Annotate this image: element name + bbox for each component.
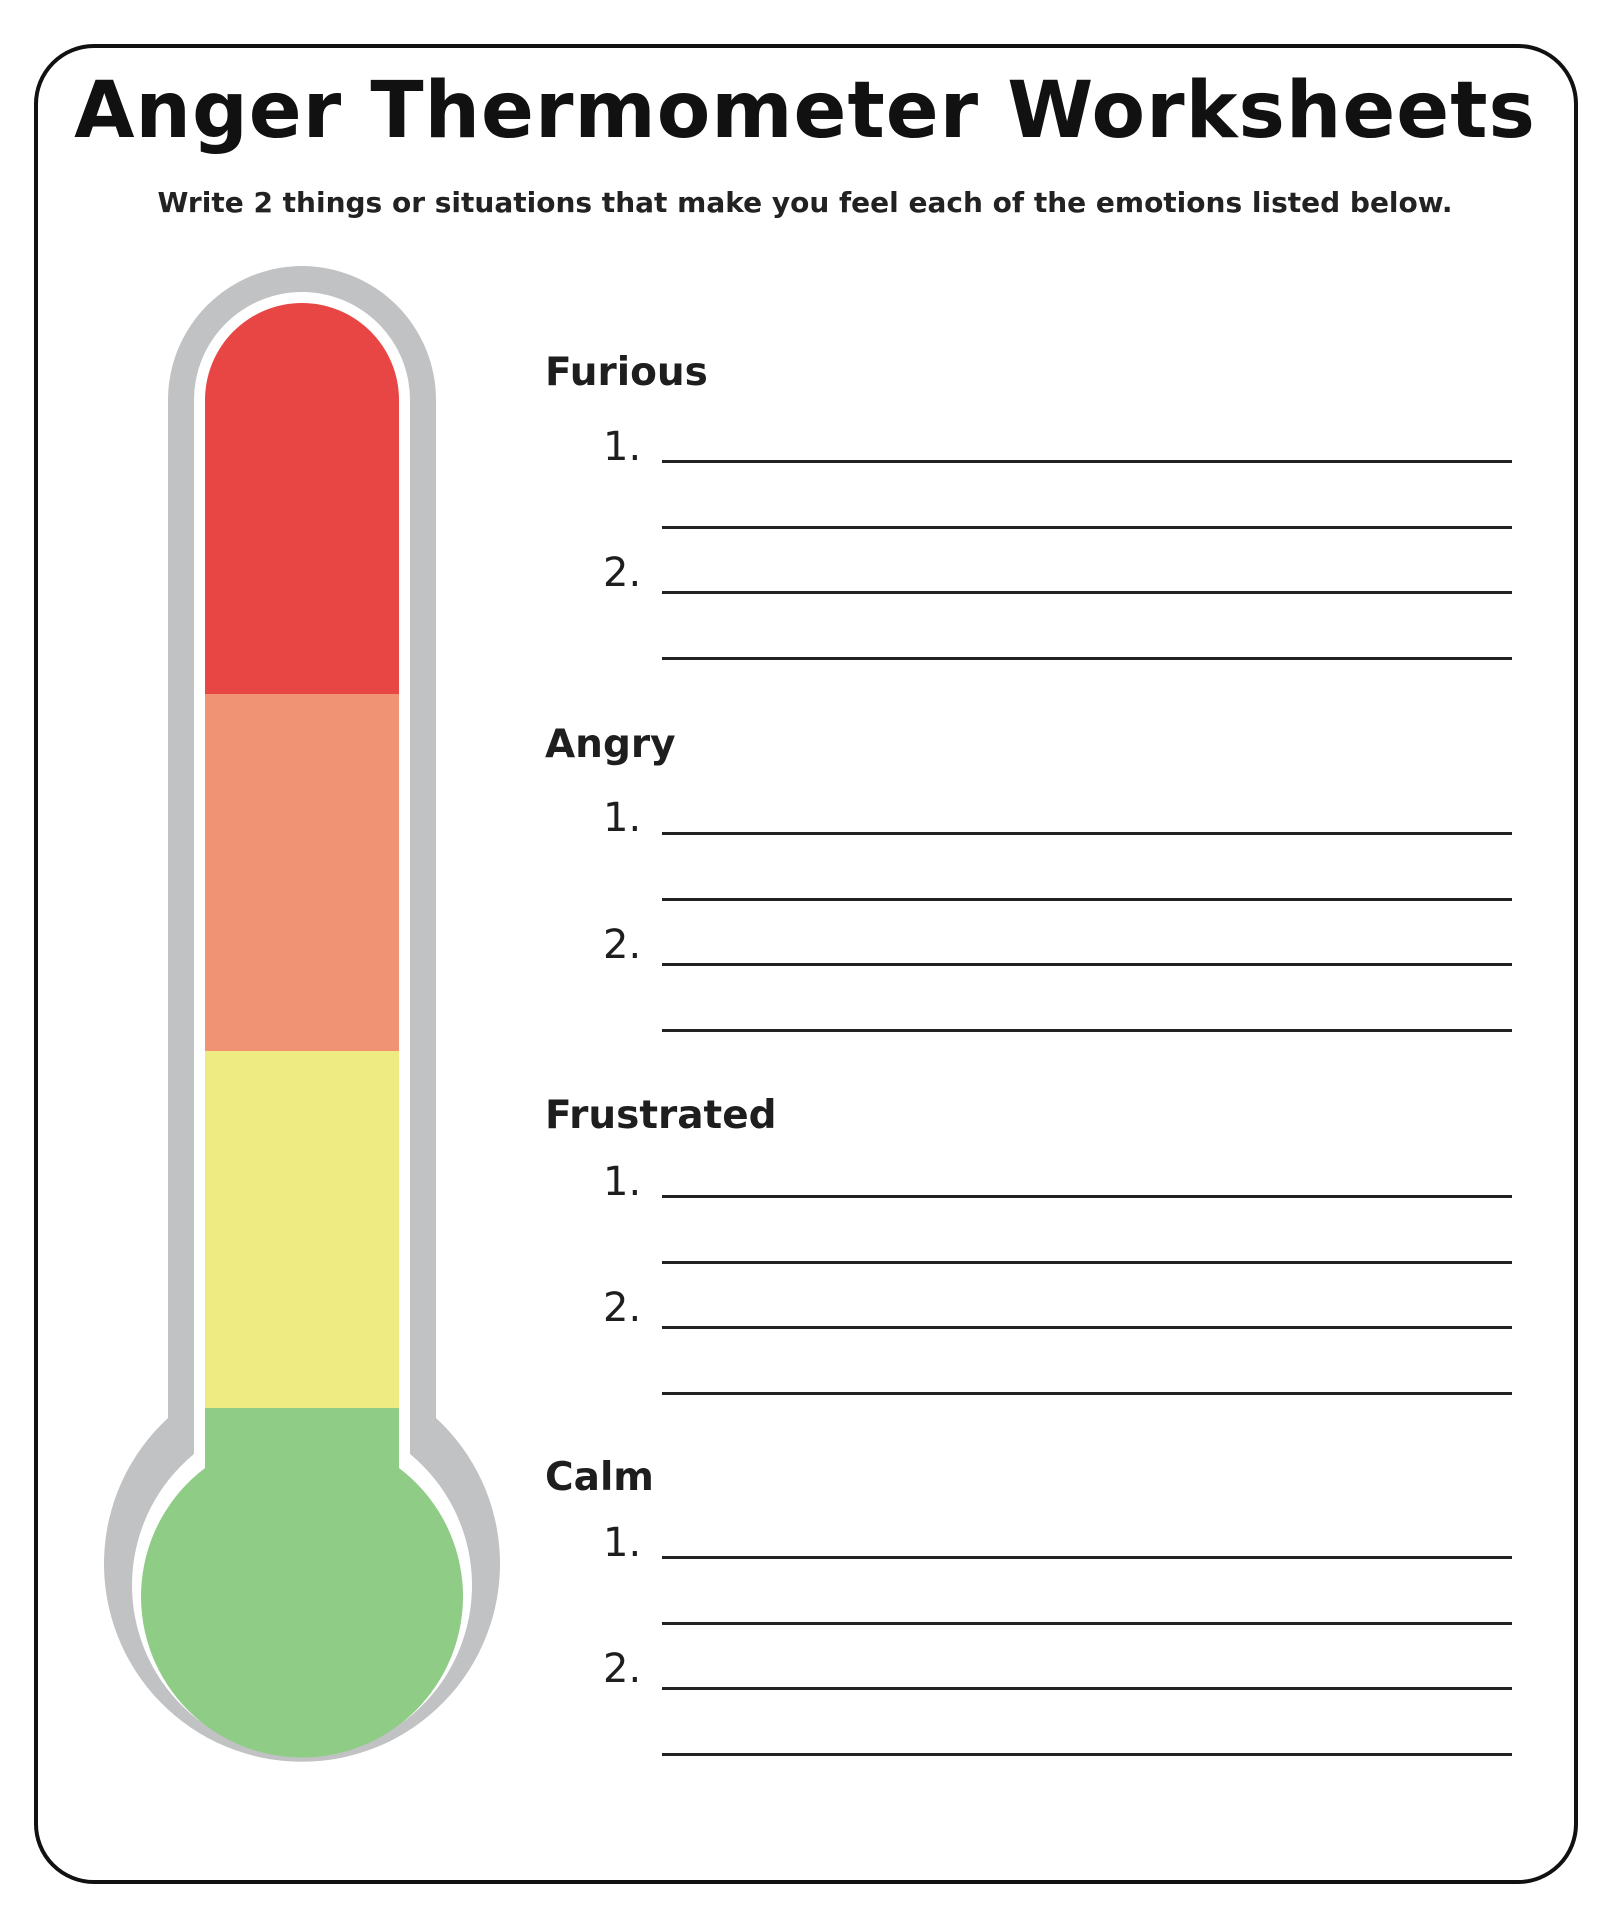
answer-line[interactable] xyxy=(662,963,1512,966)
answer-line[interactable] xyxy=(662,1261,1512,1264)
answer-line[interactable] xyxy=(662,1556,1512,1559)
item-number: 1. xyxy=(603,795,642,841)
item-number: 1. xyxy=(603,1159,642,1205)
answer-line[interactable] xyxy=(662,526,1512,529)
answer-line[interactable] xyxy=(662,460,1512,463)
instructions: Write 2 things or situations that make you feel each of the emotions listed below. xyxy=(157,186,1453,219)
item-number: 2. xyxy=(603,1646,642,1692)
emotion-heading: Angry xyxy=(545,722,676,767)
emotion-section-furious xyxy=(545,350,1515,670)
answer-line[interactable] xyxy=(662,1392,1512,1395)
answer-line[interactable] xyxy=(662,1687,1512,1690)
thermometer-level-frustrated xyxy=(205,1051,399,1408)
item-number: 2. xyxy=(603,1285,642,1331)
answer-line[interactable] xyxy=(662,1753,1512,1756)
answer-line[interactable] xyxy=(662,1029,1512,1032)
thermometer-level-furious xyxy=(205,303,399,694)
item-number: 1. xyxy=(603,1520,642,1566)
answer-line[interactable] xyxy=(662,1622,1512,1625)
answer-line[interactable] xyxy=(662,832,1512,835)
answer-line[interactable] xyxy=(662,1326,1512,1329)
item-number: 2. xyxy=(603,550,642,596)
emotion-heading: Furious xyxy=(545,350,708,395)
thermometer-level-angry xyxy=(205,694,399,1051)
answer-line[interactable] xyxy=(662,591,1512,594)
emotion-heading: Calm xyxy=(545,1455,654,1500)
emotion-section-calm xyxy=(545,1455,1515,1775)
emotion-section-frustrated xyxy=(545,1093,1515,1413)
emotion-section-angry xyxy=(545,722,1515,1042)
answer-line[interactable] xyxy=(662,657,1512,660)
emotion-heading: Frustrated xyxy=(545,1093,777,1138)
thermometer-illustration xyxy=(0,0,520,1810)
answer-line[interactable] xyxy=(662,1195,1512,1198)
item-number: 2. xyxy=(603,922,642,968)
item-number: 1. xyxy=(603,424,642,470)
page-title: Anger Thermometer Worksheets xyxy=(74,66,1536,156)
answer-line[interactable] xyxy=(662,898,1512,901)
